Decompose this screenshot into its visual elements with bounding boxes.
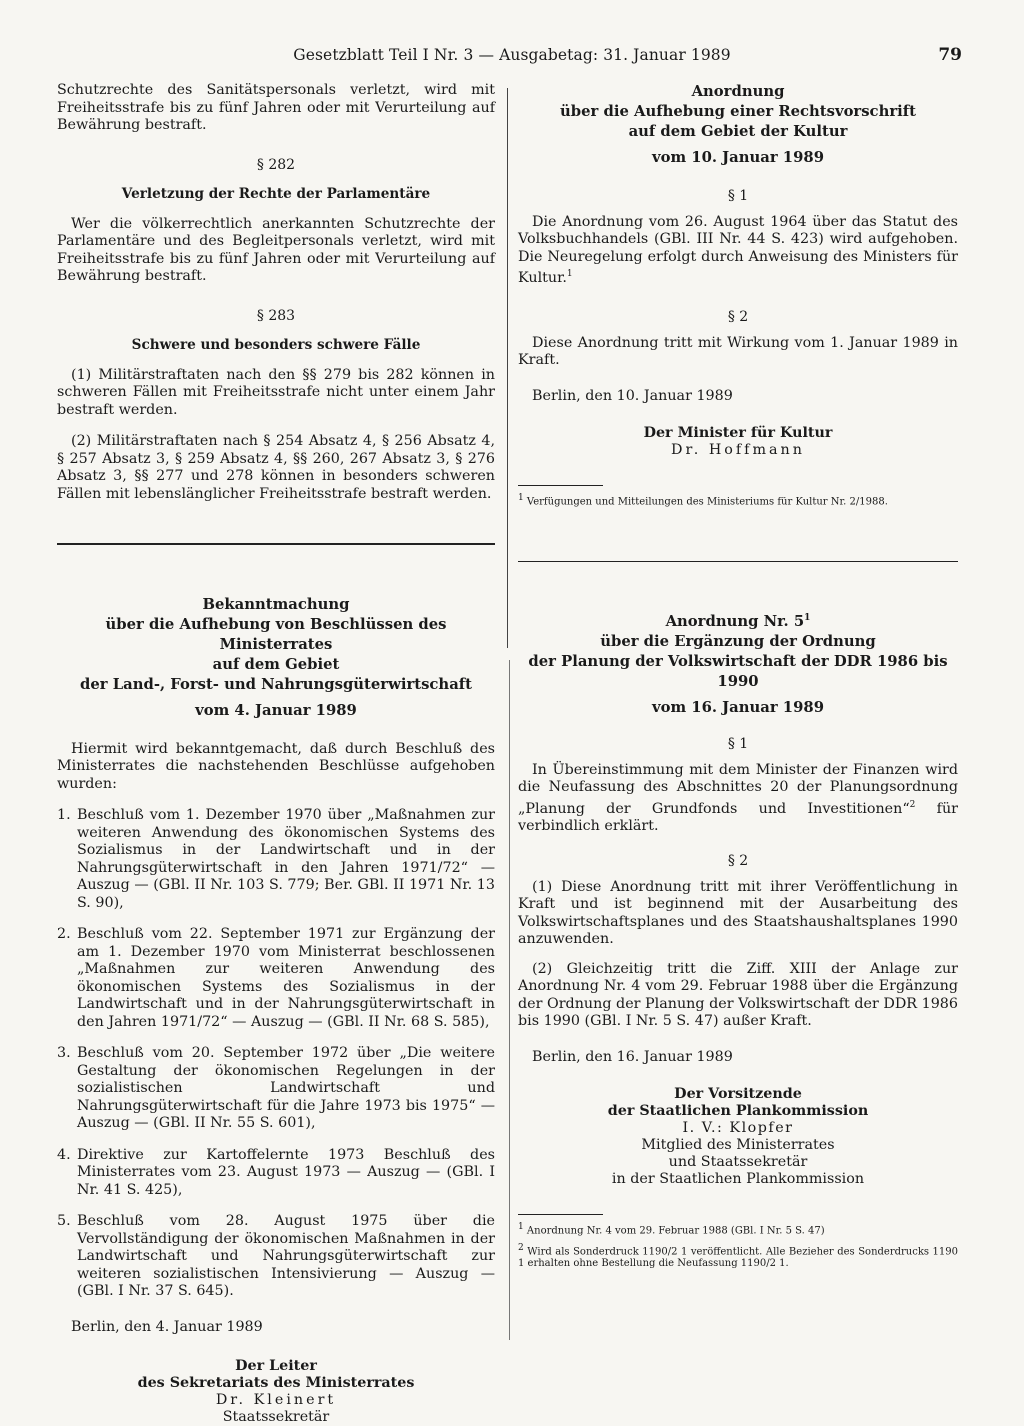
footnote-text: Anordnung Nr. 4 vom 29. Februar 1988 (GBl. I Nr. 5 S. 47) [526, 1225, 825, 1237]
section-1-body-a: In Übereinstimmung mit dem Minister der Finanzen wird die Neufassung des Abschnittes 20 der Planungsordnung „Planung der Grundfonds und Investitionen“ [518, 761, 958, 817]
signature-block [518, 425, 958, 459]
section-282-number: § 282 [256, 156, 296, 173]
signature-block [518, 1086, 958, 1188]
list-item [57, 1147, 495, 1200]
signature-title-2: und Staatssekretär [668, 1154, 808, 1171]
heading-line-3: auf dem Gebiet der Kultur [628, 123, 848, 140]
footnote-text: Wird als Sonderdruck 1190/2 1 veröffentlicht. Alle Bezieher des Sonderdrucks 1190 1 erhalten ohne Bestellung die Neufassung 1190/2 1. [518, 1245, 958, 1269]
list-item-number: 5. [57, 1213, 71, 1229]
signature-line-1: Der Vorsitzende [674, 1086, 802, 1103]
place-date: Berlin, den 16. Januar 1989 [532, 1048, 733, 1065]
heading-date: vom 10. Januar 1989 [652, 149, 824, 166]
list-item-text: Direktive zur Kartoffelernte 1973 Beschluß des Ministerrates vom 23. August 1973 — Auszug — (GBl. I Nr. 41 S. 425), [77, 1146, 495, 1198]
section-282-text: Wer die völkerrechtlich anerkannten Schutzrechte der Parlamentäre und des Begleitpersonals verletzt, wird mit Freiheitsstrafe bis zu fünf Jahren oder mit Verurteilung auf Bewährung bestraft. [57, 215, 495, 284]
section-1-text [518, 762, 958, 836]
footnote-number: 2 [518, 1242, 524, 1253]
footnote [518, 492, 958, 508]
list-item-text: Beschluß vom 20. September 1972 über „Die weitere Gestaltung der ökonomischen Regelungen in der sozialistischen Landwirtschaft und Nahrungsgüterwirtschaft für die Jahre 1973 bis 1975“ — Auszug — (GBl. II Nr. 55 S. 601), [77, 1045, 495, 1131]
page-number: 79 [938, 45, 962, 65]
heading-line-3: der Planung der Volkswirtschaft der DDR 1986 bis 1990 [528, 653, 948, 691]
section-1-text [518, 214, 958, 288]
footnote-number: 1 [518, 1222, 524, 1233]
section-283-title: Schwere und besonders schwere Fälle [131, 337, 421, 353]
footnote-marker: 1 [804, 613, 811, 624]
right-column [518, 82, 958, 1270]
list-item-number: 2. [57, 926, 71, 942]
list-item-text: Beschluß vom 28. August 1975 über die Vervollständigung der ökonomischen Maßnahmen in der Landwirtschaft und Nahrungsgüterwirtschaft zur weiteren sozialistischen Intensivierung — Auszug — (GBl. I Nr. 37 S. 645). [77, 1213, 495, 1299]
heading-line-2: über die Aufhebung von Beschlüssen des Ministerrates [105, 615, 447, 653]
footnote-number: 1 [518, 493, 524, 504]
signature-name: I. V.: Klopfer [682, 1120, 794, 1137]
heading-date: vom 4. Januar 1989 [195, 701, 357, 719]
footnote-marker: 1 [566, 269, 573, 279]
section-283-paragraph-2: (2) Militärstraftaten nach § 254 Absatz 4, § 256 Absatz 4, § 257 Absatz 3, § 259 Absatz 4, §§ 260, 267 Absatz 3, § 276 Absatz 3, §§ 277 und 278 können in besonders schweren Fällen mit lebenslänglicher Freiheitsstrafe bestraft werden. [57, 433, 495, 502]
section-282-title: Verletzung der Rechte der Parlamentäre [121, 186, 431, 202]
section-2-text: Diese Anordnung tritt mit Wirkung vom 1. Januar 1989 in Kraft. [518, 334, 958, 369]
place-date: Berlin, den 4. Januar 1989 [71, 1318, 263, 1335]
heading-title: Anordnung Nr. 5 [665, 613, 805, 631]
footnote-rule [518, 1214, 603, 1215]
signature-line-2: der Staatlichen Plankommission [607, 1103, 869, 1120]
heading-line-1 [518, 608, 958, 632]
footnote [518, 1221, 958, 1237]
section-1-body-b: für verbindlich erklärt. [518, 800, 958, 834]
signature-title-3: in der Staatlichen Plankommission [611, 1171, 865, 1188]
list-item [57, 926, 495, 1031]
signature-title-1: Mitglied des Ministerrates [641, 1137, 835, 1154]
bekanntmachung-heading [57, 595, 495, 721]
signature-line-1: Der Minister für Kultur [643, 425, 833, 442]
section-1-body: Die Anordnung vom 26. August 1964 über das Statut des Volksbuchhandels (GBl. III Nr. 44 S. 423) wird aufgehoben. Die Neuregelung erfolgt durch Anweisung des Ministers für Kultur. [518, 213, 958, 286]
page-header [0, 46, 1024, 68]
section-2-paragraph-1: (1) Diese Anordnung tritt mit ihrer Veröffentlichung in Kraft und ist beginnend mit der Ausarbeitung des Volkswirtschaftsplanes und des Staatshaushaltsplanes 1990 anzuwenden. [518, 878, 958, 948]
section-283-paragraph-1: (1) Militärstraftaten nach den §§ 279 bis 282 können in schweren Fällen mit Freiheitsstrafe nicht unter einem Jahr bestraft werden. [57, 366, 495, 418]
heading-line-2: über die Aufhebung einer Rechtsvorschrift [560, 103, 916, 120]
heading-line-2: über die Ergänzung der Ordnung [600, 633, 876, 651]
list-item-number: 1. [57, 807, 71, 823]
footnote-marker: 2 [909, 799, 916, 810]
list-item [57, 1045, 495, 1133]
footnote-rule [518, 485, 603, 486]
signature-block [57, 1358, 495, 1426]
footnote-text: Verfügungen und Mitteilungen des Ministeriums für Kultur Nr. 2/1988. [526, 496, 888, 508]
list-item-text: Beschluß vom 22. September 1971 zur Ergänzung der am 1. Dezember 1970 vom Ministerrat beschlossenen „Maßnahmen zur weiteren Anwendung des ökonomischen Systems des Sozialismus in der Landwirtschaft und in der Nahrungsgüterwirtschaft in den Jahren 1971/72“ — Auszug — (GBl. II Nr. 68 S. 585), [77, 926, 495, 1030]
revoked-resolutions-list [57, 807, 495, 1301]
column-divider-lower [509, 660, 510, 1340]
signature-name: Dr. Kleinert [215, 1392, 337, 1408]
signature-line-1: Der Leiter [235, 1358, 317, 1374]
intro-paragraph: Schutzrechte des Sanitätspersonals verletzt, wird mit Freiheitsstrafe bis zu fünf Jahren oder mit Verurteilung auf Bewährung bestraft. [57, 82, 495, 133]
heading-line-1: Bekanntmachung [202, 595, 350, 613]
heading-line-1: Anordnung [691, 83, 785, 100]
section-283-number: § 283 [256, 307, 296, 324]
bekanntmachung-intro: Hiermit wird bekanntgemacht, daß durch Beschluß des Ministerrates die nachstehenden Beschlüsse aufgehoben wurden: [57, 740, 495, 792]
anordnung-planung-heading [518, 608, 958, 718]
column-divider [507, 88, 508, 648]
section-2-number: § 2 [727, 853, 749, 870]
section-2-number: § 2 [727, 309, 749, 326]
list-item [57, 807, 495, 912]
heading-line-3: auf dem Gebiet [212, 655, 340, 673]
gazette-title: Gesetzblatt Teil I Nr. 3 — Ausgabetag: 31. Januar 1989 [293, 46, 731, 64]
section-2-paragraph-2: (2) Gleichzeitig tritt die Ziff. XIII der Anlage zur Anordnung Nr. 4 vom 29. Februar 1988 über die Ergänzung der Ordnung der Planung der Volkswirtschaft der DDR 1986 bis 1990 (GBl. I Nr. 5 S. 47) außer Kraft. [518, 960, 958, 1030]
heading-line-4: der Land-, Forst- und Nahrungsgüterwirtschaft [80, 675, 472, 693]
section-1-number: § 1 [727, 736, 749, 753]
footnote [518, 1242, 958, 1270]
heading-date: vom 16. Januar 1989 [652, 699, 824, 717]
anordnung-kultur-heading [518, 82, 958, 168]
signature-title: Staatssekretär [222, 1409, 330, 1425]
place-date: Berlin, den 10. Januar 1989 [532, 387, 733, 404]
list-item-text: Beschluß vom 1. Dezember 1970 über „Maßnahmen zur weiteren Anwendung des ökonomischen Systems des Sozialismus in der Landwirtschaft und in der Nahrungsgüterwirtschaft in den Jahren 1971/72“ — Auszug — (GBl. II Nr. 103 S. 779; Ber. GBl. II 1971 Nr. 13 S. 90), [77, 807, 495, 911]
section-1-number: § 1 [727, 188, 749, 204]
list-item-number: 3. [57, 1045, 71, 1061]
list-item [57, 1213, 495, 1301]
list-item-number: 4. [57, 1146, 71, 1163]
signature-line-2: des Sekretariats des Ministerrates [137, 1375, 415, 1391]
left-column [57, 82, 495, 1426]
signature-name: Dr. Hoffmann [671, 442, 805, 459]
